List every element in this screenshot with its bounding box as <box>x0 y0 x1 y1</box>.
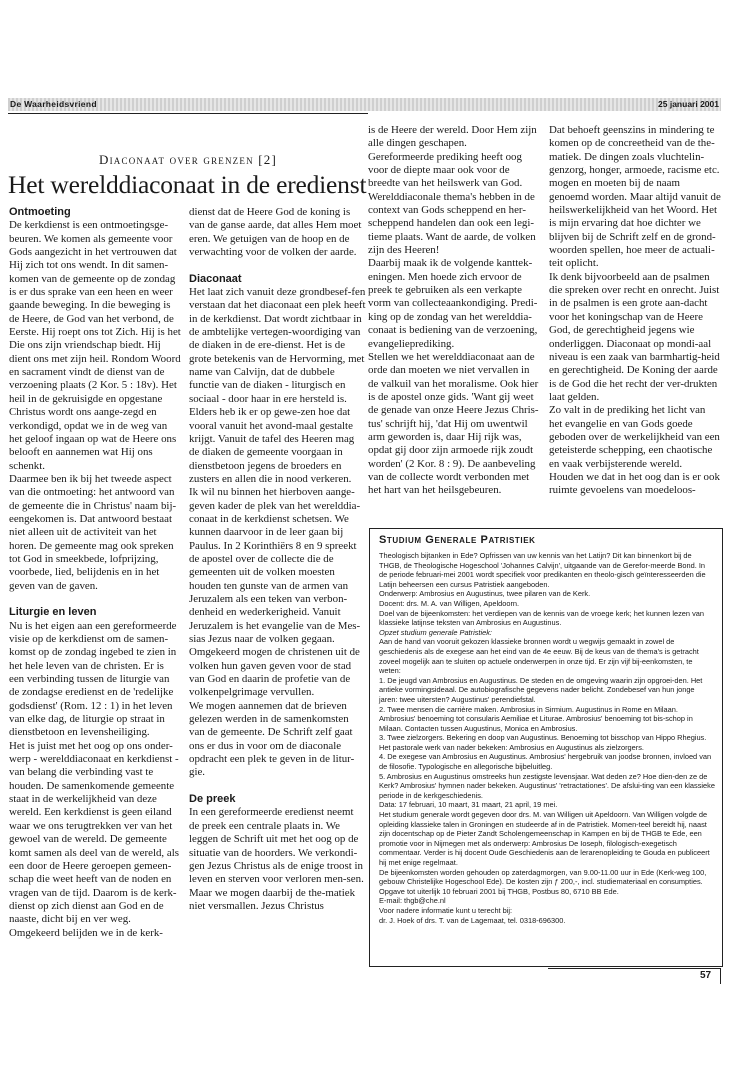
section-heading: Ontmoeting <box>9 206 71 218</box>
article-title: Het werelddiaconaat in de eredienst <box>8 170 367 199</box>
section-heading: Liturgie en leven <box>9 606 97 619</box>
box-line: Het studium generale wordt gegeven door drs. M. van Willigen uit Apeldoorn. Van Willigen volgde de opleiding klassieke talen in Groningen en studeerde af in de Patristiek. Momen-teel bereidt hij, naast zijn docentschap op de Pieter Zandt Scholengemeenschap in Kampen en bij de THGB te Ede, een promotie voor in Nijmegen met als onderwerp: Ambrosius De Ioseph, filologisch-exegetisch commentaar. Verder is hij docent Oude Geschiedenis aan de lerarenopleiding te Gouda en publiceert hij met enige regelmaat. <box>379 810 710 867</box>
paragraph: Het laat zich vanuit deze grondbesef-fen verstaan dat het diaconaat een plek heeft in de kerkdienst. Dat wordt zichtbaar in de ambtelijke vertegen-woordiging van de diaken in de ere-dienst. Het is de grote betekenis van de Hervorming, met name van Calvijn, dat de dubbele functie van de diaken - liturgisch en sociaal - door haar in ere hersteld is. Elders heb ik er op gewe-zen hoe dat vooral vanuit het avond-maal gestalte krijgt. Vanuit de tafel des Heeren mag de diaken de gemeente voorgaan in dienstbetoon jegens de broeders en zusters en allen die in nood verkeren. <box>189 286 366 485</box>
paragraph: Omgekeerd belijden we in de kerk- <box>9 926 163 939</box>
footer-rule-vertical <box>720 968 721 984</box>
box-line: E-mail: thgb@che.nl <box>379 896 446 906</box>
masthead-title: De Waarheidsvriend <box>10 99 97 109</box>
box-line: Docent: drs. M. A. van Willigen, Apeldoorn. <box>379 598 520 608</box>
header-rule <box>8 113 368 114</box>
paragraph: Houden we dat in het oog dan is er ook ruimte gevoelens van moedeloos- <box>549 470 720 497</box>
paragraph: dienst dat de Heere God de koning is van de ganse aarde, dat alles Hem moet eren. We getuigen van de hoop en de verwachting voor de volken der aarde. <box>189 206 362 259</box>
paragraph: Daarmee ben ik bij het tweede aspect van die ontmoeting: het antwoord van de gemeente die in Christus' naam bij-eengekomen is. Dat antwoord bestaat niet alleen uit de activiteit van het horen. De gemeente mag ook spreken tot God in smeekbede, lofprijzing, voorbede, lied, belijdenis en in het geven van de gaven. <box>9 472 177 592</box>
box-line: 4. De exegese van Ambrosius en Augustinus. Ambrosius' hergebruik van joodse bronnen, invloed van de filosofie. Typologische en allegorische bijbeluitleg. <box>379 752 712 772</box>
studium-generale-box <box>369 528 723 967</box>
paragraph: Stellen we het werelddiaconaat aan de orde dan moeten we niet vervallen in de valkuil van het moralisme. Ook hier is de apostel onze gids. 'Want gij weet de genade van onze Heere Jezus Chris-tus' schrijft hij, 'dat Hij om uwentwil arm geworden is, daar Hij rijk was, opdat gij door zijn armoede rijk zoudt worden' (2 Kor. 8 : 9). De aanbeveling van de collecte wordt verbonden met het hart van het heilsgebeuren. <box>368 350 539 497</box>
paragraph: Het is juist met het oog op ons onder-werp - werelddiaconaat en kerkdienst - van belang die verbinding vast te houden. De samenkomende gemeente staat in de werkelijkheid van deze wereld. Een kerkdienst is geen eiland waar we ons terugtrekken ver van het gewoel van de wereld. De gemeente komt samen als deel van de wereld, als een door de Heere geroepen gemeen-schap die weet heeft van de noden en vragen van de tijd. Daarom is de kerk-dienst op zich dienst aan God en de naaste, dicht bij en ver weg. <box>9 739 179 926</box>
paragraph: Dat behoeft geenszins in mindering te komen op de concreetheid van de the-matiek. De dingen zoals vluchtelin-genzorg, honger, armoede, racisme etc. mogen en moeten bij de naam genoemd worden. Maar altijd vanuit de heilswerkelijkheid van het Woord. Het is mijn ervaring dat hoe dichter we blijven bij de Schrift zelf en de grond-woorden spellen, hoe meer de actuali-teit oplicht. <box>549 124 721 270</box>
box-line <box>379 628 715 638</box>
box-line: Theologisch bijtanken in Ede? Opfrissen van uw kennis van het Latijn? Dit kan binnenkort bij de THGB, de Theologische Hogeschool 'Johannes Calvijn', uitgaande van de Gerefor-meerde Bond. In de periode februari-mei 2001 wordt specifiek voor predikanten en theolo-gisch geïnteresseerden die Latijn beheersen een cursus Patristiek aangeboden. <box>379 551 706 589</box>
paragraph: De kerkdienst is een ontmoetingsge-beuren. We komen als gemeente voor Gods aangezicht in het vertrouwen dat Hij zich tot ons wendt. In dit samen-komen van de gemeente op de zondag is er dus sprake van een heen en weer gaande beweging. In die beweging is de Heere, de God van het verbond, de Eerste. Hij roept ons tot Zich. Hij is het Die ons zijn vriendschap biedt. Hij dient ons met zijn heil. Rondom Woord en sacrament vindt de dienst van de verzoening plaats (2 Kor. 5 : 18v). Het heil in de gekruisigde en opgestane Christus wordt ons aange-zegd en verkondigd, opdat we in de weg van het geloof ingaan op wat de Heere ons belooft en aannemen wat Hij ons schenkt. <box>9 219 181 472</box>
box-line: De bijeenkomsten worden gehouden op zaterdagmorgen, van 9.00-11.00 uur in Ede (Kerk-weg 100, gebouw Christelijke Hogeschool Ede). De kosten zijn ƒ 200,-, incl. studiemateriaal en consumpties. Opgave tot uiterlijk 10 februari 2001 bij THGB, Postbus 80, 6710 BB Ede. <box>379 867 707 896</box>
box-line: Aan de hand van vooruit gekozen klassieke bronnen wordt u wegwijs gemaakt in zowel de geschiedenis als de exegese aan het eind van de 4e eeuw. Bij de keus van de thema's is getracht zoveel mogelijk aan te sluiten op actuele onderwerpen in onze tijd. Er zijn vijf bij-eenkomsten, te weten: <box>379 637 699 676</box>
box-line: 2. Twee mensen die carrière maken. Ambrosius in Sirmium. Augustinus in Rome en Milaan. Ambrosius' benoeming tot consularis Aemiliae et Liturae. Ambrosius' benoeming tot bis-schop in Milaan. Contacten tussen Augustinus, Monica en Ambrosius. <box>379 704 693 733</box>
article-column-1 <box>9 206 181 940</box>
section-heading: De preek <box>189 793 236 806</box>
box-line: 1. De jeugd van Ambrosius en Augustinus. De steden en de omgeving waarin zijn opgroei-den. Het antieke vormingsideaal. De autobiografische gegevens nader belicht. Zondebesef van hun jonge jaren: twee uitersten? Augustinus' perendiefstal. <box>379 675 703 704</box>
box-line: Onderwerp: Ambrosius en Augustinus, twee pilaren van de Kerk. <box>379 589 591 599</box>
box-subheading: Opzet studium generale Patristiek: <box>379 627 492 637</box>
box-line: 3. Twee zielzorgers. Bekering en doop van Augustinus. Benoeming tot bisschop van Hippo Rhegius. Het pastorale werk van nader bekeken: Ambrosius en Augustinus als zielzorgers. <box>379 733 707 752</box>
box-title: Studium Generale Patristiek <box>379 534 536 546</box>
paragraph: Gereformeerde prediking heeft oog voor de diepte maar ook voor de breedte van het heilswerk van God. Werelddiaconale thema's hebben in de context van Gods scheppend en her-scheppend handelen dan ook een legi-tieme plaats. Want de aarde, de volken zijn des Heeren! <box>368 150 536 257</box>
paragraph: Ik denk bijvoorbeeld aan de psalmen die spreken over recht en onrecht. Juist in de psalmen is een grote aan-dacht voor het koningschap van de Heere God, de gerechtigheid jegens wie onderliggen. Diaconaat op mondi-aal niveau is een zaak van barmhartig-heid en gerechtigheid. De Koning der aarde is de God die het recht der ver-drukten laat gelden. <box>549 270 720 403</box>
box-line: Data: 17 februari, 10 maart, 31 maart, 21 april, 19 mei. <box>379 800 558 810</box>
box-line: 5. Ambrosius en Augustinus omstreeks hun zestigste levensjaar. Wat deden ze? Hoe dien-den ze de Kerk? Ambrosius' hymnen nader bekeken. Augustinus' 'retractationes'. De afslui-ting van een klassieke periode in de kerkgeschiedenis. <box>379 771 715 800</box>
paragraph: Nu is het eigen aan een gereformeerde visie op de kerkdienst om de samen-komst op de zondag ingebed te zien in het hele leven van de christen. Er is een verbinding tussen de liturgie van de zondagse eredienst en de 'redelijke godsdienst' (Rom. 12 : 1) in het leven van elke dag, de liturgie op straat in dienstbetoon en levensheiliging. <box>9 619 177 739</box>
paragraph-gap <box>9 593 181 606</box>
masthead-banner <box>8 98 721 111</box>
paragraph: Daarbij maak ik de volgende kanttek-eningen. Men hoede zich ervoor de preek te gebruiken als een verkapte vorm van collecteaankondiging. Predi-king op de zondag van het werelddia-conaat is bediening van de verzoening, evangelieprediking. <box>368 257 538 350</box>
paragraph-gap <box>189 259 366 272</box>
paragraph: Ik wil nu binnen het hierboven aange-geven kader de plek van het werelddia-conaat in de kerkdienst schetsen. We kunnen daarvoor in de leer gaan bij Paulus. In 2 Korinthiërs 8 en 9 spreekt de apostel over de collecte die de gemeenten uit de volken moesten houden ten gunste van de armen van Jeruzalem als een teken van verbon-denheid en wederkerigheid. Vanuit Jeruzalem is het evangelie van de Mes-sias Jezus naar de volken gegaan. Omgekeerd mogen de christenen uit de volken hun gaven geven voor de stad van God en daarin de profetie van de volkenpelgrimage vervullen. <box>189 486 361 699</box>
article-column-3 <box>368 124 540 498</box>
paragraph: In een gereformeerde eredienst neemt de preek een centrale plaats in. We leggen de Schrift uit met het oog op de situatie van de hoorders. We verkondi-gen Jezus Christus als de enige troost in leven en sterven voor verloren men-sen. Maar we mogen daarbij de the-matiek niet versmallen. Jezus Christus <box>189 806 364 912</box>
masthead-date: 25 januari 2001 <box>658 99 719 109</box>
box-line: Doel van de bijeenkomsten: het verdiepen van de kennis van de vroege kerk; het kunnen lezen van klassieke latijnse teksten van Ambrosius en Augustinus. <box>379 608 704 628</box>
article-column-4 <box>549 124 721 498</box>
box-line: dr. J. Hoek of drs. T. van de Lagemaat, tel. 0318-696300. <box>379 915 566 925</box>
box-line: Voor nadere informatie kunt u terecht bij: <box>379 905 513 915</box>
paragraph: We mogen aannemen dat de brieven gelezen werden in de samenkomsten van de gemeente. De Schrift zelf gaat ons er dus in voor om de diaconale opdracht een plek te geven in de litur-gie. <box>189 699 355 779</box>
paragraph: Zo valt in de prediking het licht van het evangelie en van Gods goede geboden over de werkelijkheid van een geteisterde schepping, een chaotische en vaak verbijsterende wereld. <box>549 404 720 470</box>
footer-rule <box>548 968 721 969</box>
article-column-2 <box>189 206 366 913</box>
paragraph: is de Heere der wereld. Door Hem zijn alle dingen geschapen. <box>368 124 537 150</box>
section-heading: Diaconaat <box>189 272 242 285</box>
page-number: 57 <box>700 970 712 981</box>
paragraph-gap <box>189 780 366 793</box>
article-series: Diaconaat over grenzen [2] <box>99 152 277 167</box>
box-body <box>379 551 715 925</box>
